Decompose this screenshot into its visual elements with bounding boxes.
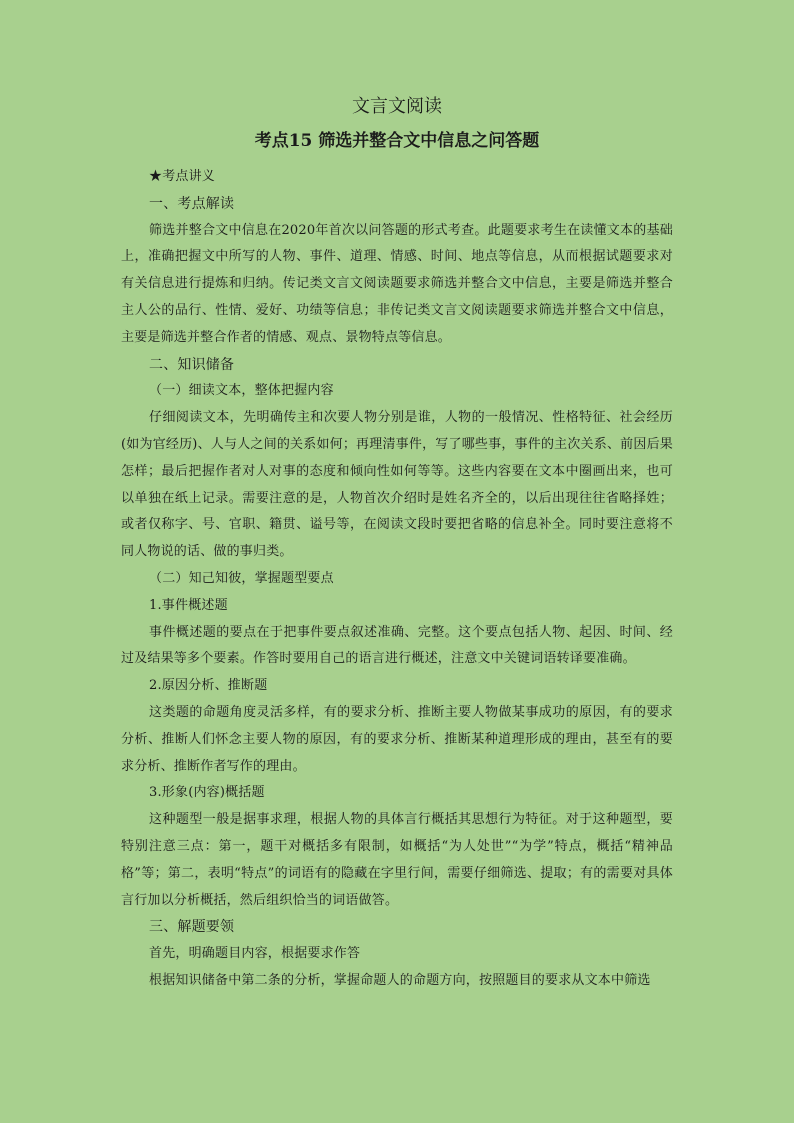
paragraph-event: 事件概述题的要点在于把事件要点叙述准确、完整。这个要点包括人物、起因、时间、经过及结果等多个要素。作答时要用自己的语言进行概述，注意文中关键词语转译要准确。 — [121, 624, 673, 667]
paragraph-method: 根据知识储备中第二条的分析，掌握命题人的命题方向，按照题目的要求从文本中筛选 — [149, 972, 651, 988]
paragraph-intro: 筛选并整合文中信息在2020年首次以问答题的形式考查。此题要求考生在读懂文本的基础上，准确把握文中所写的人物、事件、道理、情感、时间、地点等信息，从而根据试题要求对有关信息进行提炼和归纳。传记类文言文阅读题要求筛选并整合文中信息，主要是筛选并整合主人公的品行、性情、爱好、功绩等信息；非传记类文言文阅读题要求筛选并整合文中信息，主要是筛选并整合作者的情感、观点、景物特点等信息。 — [121, 222, 673, 345]
heading-kaodian-jiedu: 一、考点解读 — [149, 195, 235, 212]
page-subtitle: 考点15 筛选并整合文中信息之问答题 — [254, 131, 540, 151]
heading-zhishi-chubei: 二、知识储备 — [149, 356, 235, 373]
paragraph-xidu: 仔细阅读文本，先明确传主和次要人物分别是谁，人物的一般情况、性格特征、社会经历(如为官经历)、人与人之间的关系如何；再理清事件，写了哪些事，事件的主次关系、前因后果怎样；最后把握作者对人对事的态度和倾向性如何等等。这些内容要在文本中圈画出来，也可以单独在纸上记录。需要注意的是，人物首次介绍时是姓名齐全的，以后出现往往省略择姓；或者仅称字、号、官职、籍贯、谥号等，在阅读文段时要把省略的信息补全。同时要注意将不同人物说的话、做的事归类。 — [121, 410, 673, 560]
paragraph-reason: 这类题的命题角度灵活多样，有的要求分析、推断主要人物做某事成功的原因，有的要求分析、推断人们怀念主要人物的原因，有的要求分析、推断某种道理形成的理由，甚至有的要求分析、推断作者写作的理由。 — [121, 704, 673, 774]
document-body — [121, 94, 673, 995]
section-star-heading: ★考点讲义 — [149, 169, 216, 184]
item-heading-event: 1.事件概述题 — [149, 597, 228, 613]
subheading-xidu-wenben: （一）细读文本，整体把握内容 — [149, 383, 334, 399]
subheading-zhiji-zhibi: （二）知己知彼，掌握题型要点 — [149, 570, 334, 586]
page-title: 文言文阅读 — [352, 96, 442, 117]
heading-jieti-yaoling: 三、解题要领 — [149, 919, 235, 936]
item-heading-reason: 2.原因分析、推断题 — [149, 678, 268, 694]
item-heading-image: 3.形象(内容)概括题 — [149, 785, 265, 801]
paragraph-image: 这种题型一般是据事求理，根据人物的具体言行概括其思想行为特征。对于这种题型，要特别注意三点：第一，题干对概括多有限制，如概括“为人处世”“为学”特点，概括“精神品格”等；第二，表明“特点”的词语有的隐藏在字里行间，需要仔细筛选、提取；有的需要对具体言行加以分析概括，然后组织恰当的词语做答。 — [121, 812, 673, 908]
subheading-first: 首先，明确题目内容，根据要求作答 — [149, 946, 361, 962]
